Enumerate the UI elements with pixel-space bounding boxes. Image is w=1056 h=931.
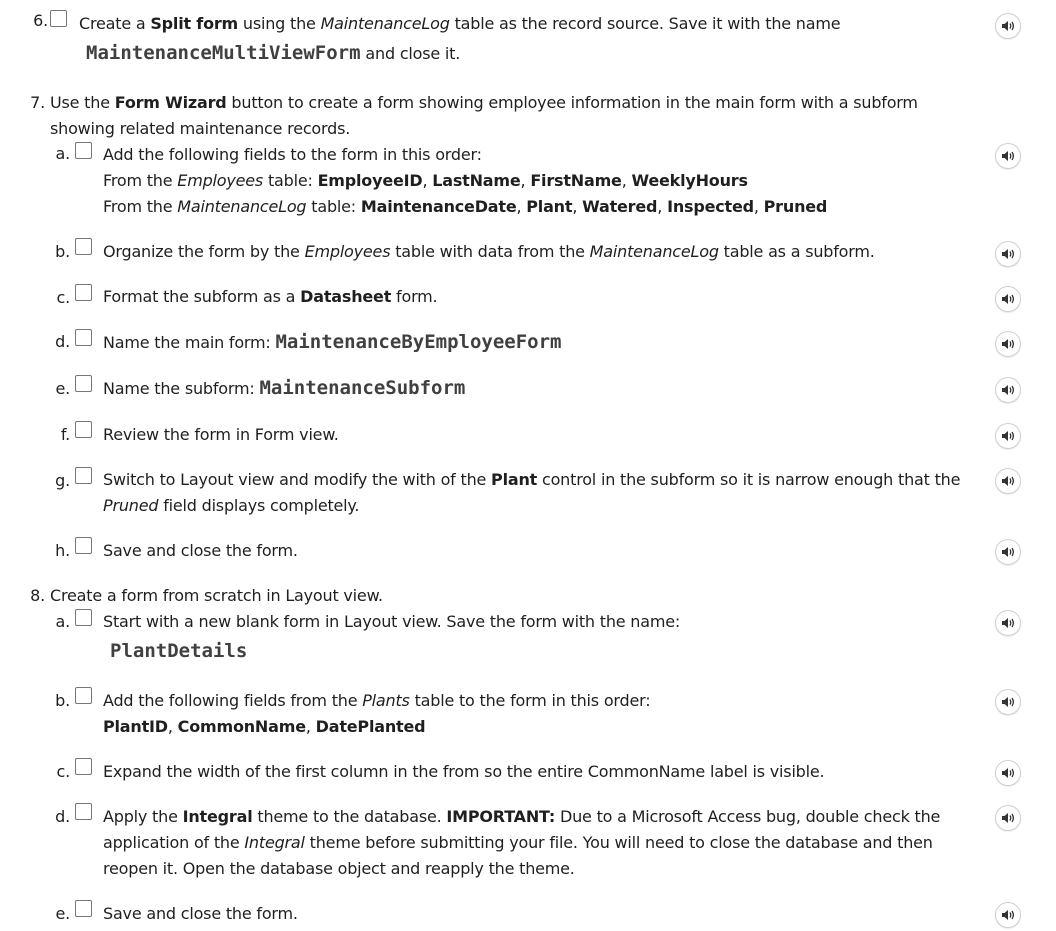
step-7a-text: Add the following fields to the form in this order: [103,145,482,164]
speaker-icon[interactable] [995,13,1021,39]
step-8e-checkbox[interactable] [75,900,92,917]
step-7h-checkbox[interactable] [75,537,92,554]
step-8b-checkbox[interactable] [75,687,92,704]
step-7g-label: g. [55,471,70,490]
step-8e-text: Save and close the form. [103,904,298,923]
step-7e-label: e. [55,379,70,398]
step-7-number: 7. [30,93,45,112]
step-7-text-line2: showing related maintenance records. [50,119,351,138]
speaker-icon[interactable] [995,241,1021,267]
speaker-icon[interactable] [995,143,1021,169]
step-8b-fields: PlantID, CommonName, DatePlanted [103,717,426,736]
speaker-icon[interactable] [995,689,1021,715]
speaker-icon[interactable] [995,423,1021,449]
step-8d-label: d. [55,807,70,826]
step-7d-checkbox[interactable] [75,329,92,346]
step-7a-checkbox[interactable] [75,142,92,159]
step-6-text-line2: MaintenanceMultiViewForm and close it. [86,42,461,64]
step-7e-text: Name the subform: MaintenanceSubform [103,377,466,399]
step-8b-label: b. [55,691,70,710]
step-7h-text: Save and close the form. [103,541,298,560]
form-name-code: MaintenanceMultiViewForm [86,42,361,64]
step-8b-text: Add the following fields from the Plants table to the form in this order: [103,691,651,710]
step-7a-label: a. [55,144,70,163]
step-7g-checkbox[interactable] [75,467,92,484]
step-8a-form-name [110,640,247,663]
step-8a-label: a. [55,612,70,631]
speaker-icon[interactable] [995,286,1021,312]
step-6-text: Create a Split form using the MaintenanceLog table as the record source. Save it with the name [79,14,841,33]
step-8d-text: Apply the Integral theme to the database. IMPORTANT: Due to a Microsoft Access bug, double check the [103,807,941,826]
speaker-icon[interactable] [995,539,1021,565]
step-6-checkbox[interactable] [50,10,67,27]
step-6-number: 6. [33,11,48,30]
step-7b-text: Organize the form by the Employees table with data from the MaintenanceLog table as a subform. [103,242,875,261]
speaker-icon[interactable] [995,805,1021,831]
step-7f-text: Review the form in Form view. [103,425,339,444]
step-8c-text: Expand the width of the first column in the from so the entire CommonName label is visible. [103,762,825,781]
step-8d-checkbox[interactable] [75,803,92,820]
step-7c-label: c. [56,288,70,307]
speaker-icon[interactable] [995,902,1021,928]
step-8e-label: e. [55,904,70,923]
form-name-code: MaintenanceByEmployeeForm [275,331,562,353]
step-7c-text: Format the subform as a Datasheet form. [103,287,438,306]
step-7c-checkbox[interactable] [75,284,92,301]
speaker-icon[interactable] [995,610,1021,636]
step-8-number: 8. [30,586,45,605]
step-7g-text-line2: Pruned field displays completely. [103,496,360,515]
speaker-icon[interactable] [995,377,1021,403]
step-8c-checkbox[interactable] [75,758,92,775]
step-7h-label: h. [55,541,70,560]
step-8a-checkbox[interactable] [75,609,92,626]
step-8-title: Create a form from scratch in Layout view. [50,586,383,605]
step-7e-checkbox[interactable] [75,375,92,392]
form-name-code: PlantDetails [110,640,248,662]
step-7f-checkbox[interactable] [75,421,92,438]
speaker-icon[interactable] [995,331,1021,357]
speaker-icon[interactable] [995,760,1021,786]
form-name-code: MaintenanceSubform [259,377,466,399]
step-7g-text: Switch to Layout view and modify the with of the Plant control in the subform so it is narrow enough that the [103,470,961,489]
step-7b-label: b. [55,242,70,261]
step-7d-text: Name the main form: MaintenanceByEmployeeForm [103,331,562,353]
step-8d-text-line2: application of the Integral theme before submitting your file. You will need to close the database and then [103,833,933,852]
step-7-text: Use the Form Wizard button to create a form showing employee information in the main form with a subform [50,93,918,112]
step-7a-employees-fields: From the Employees table: EmployeeID, LastName, FirstName, WeeklyHours [103,171,748,190]
step-8c-label: c. [56,762,70,781]
step-8d-text-line3: reopen it. Open the database object and reapply the theme. [103,859,575,878]
speaker-icon[interactable] [995,468,1021,494]
step-7b-checkbox[interactable] [75,238,92,255]
step-7d-label: d. [55,332,70,351]
step-7a-log-fields: From the MaintenanceLog table: MaintenanceDate, Plant, Watered, Inspected, Pruned [103,197,828,216]
step-7f-label: f. [60,425,70,444]
step-8a-text: Start with a new blank form in Layout view. Save the form with the name: [103,612,681,631]
